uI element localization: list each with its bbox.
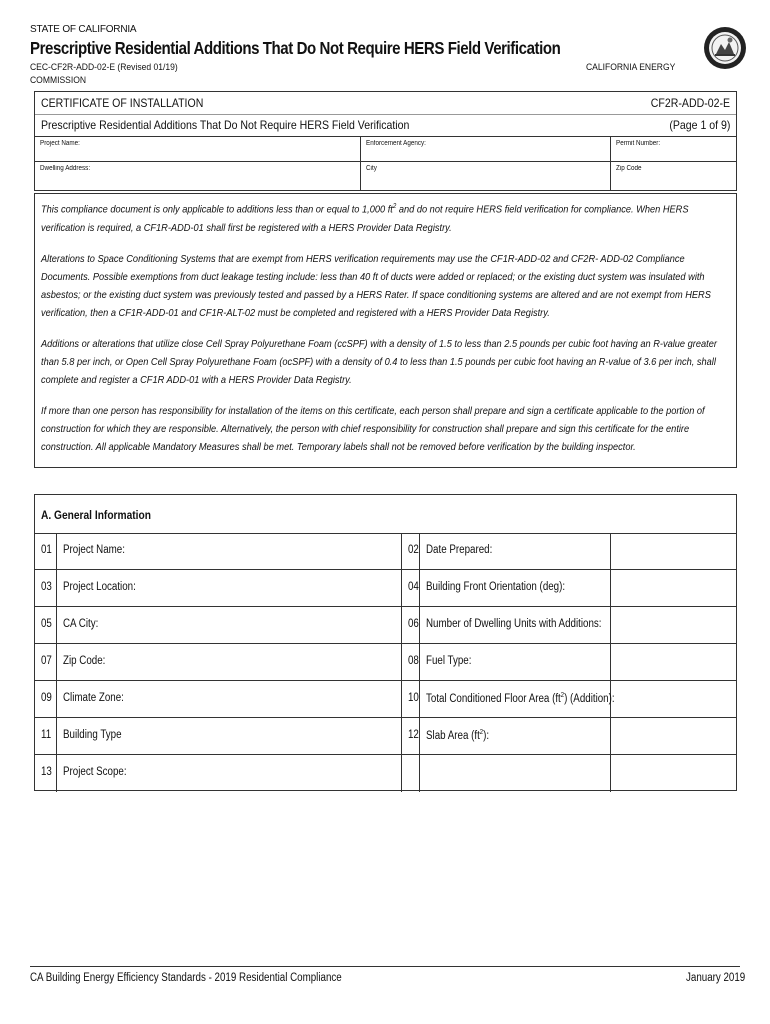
item-label (57, 644, 402, 680)
item-number (35, 644, 57, 680)
item-label-text: Project Name: (63, 544, 125, 556)
page-number: (Page 1 of 9) (668, 118, 730, 132)
item-number (402, 718, 420, 754)
city-label: City (366, 165, 377, 172)
item-label-text: Number of Dwelling Units with Additions: (426, 618, 602, 630)
item-label (57, 533, 402, 569)
item-label (420, 607, 611, 643)
instructions-box (34, 193, 737, 468)
item-number (35, 570, 57, 606)
instruction-paragraph: This compliance document is only applicable to additions less than or equal to 1,000 $ft^2$ and do not require HERS field verification for compliance. When HERS verification is required, a CF1R-ADD-01 shall first be registered with a HERS Provider Data Registry. (41, 203, 689, 234)
dwelling-address-label: Dwelling Address: (40, 165, 91, 172)
item-number-text: 03 (41, 581, 52, 593)
item-number-text: 08 (408, 655, 419, 667)
item-label-text: CA City: (63, 618, 99, 630)
certificate-box (34, 91, 737, 191)
item-number (35, 681, 57, 717)
item-label (57, 755, 402, 792)
page-title: Prescriptive Residential Additions That Do Not Require HERS Field Verification (30, 38, 561, 58)
section-heading: A. General Information (41, 508, 151, 522)
general-info-row (35, 718, 736, 755)
item-label (57, 681, 402, 717)
permit-number-field[interactable] (611, 136, 736, 161)
item-label (57, 718, 402, 754)
item-number-text: 04 (408, 581, 419, 593)
certificate-subtitle: Prescriptive Residential Additions That Do Not Require HERS Field Verification (41, 118, 410, 132)
item-value-field[interactable] (611, 755, 736, 792)
item-number (35, 755, 57, 792)
item-number (402, 644, 420, 680)
dwelling-address-field[interactable] (35, 161, 361, 190)
certificate-code: CF2R-ADD-02-E (650, 96, 730, 110)
footer-divider (30, 966, 740, 967)
city-field[interactable] (361, 161, 611, 190)
item-number-text: 06 (408, 618, 419, 630)
california-seal-icon (703, 26, 747, 70)
certificate-title-row (35, 92, 736, 115)
project-name-field[interactable] (35, 136, 361, 161)
footer-date: January 2019 (686, 972, 746, 984)
item-label-text: Total Conditioned Floor Area $(ft^2)$ (Addition): (426, 692, 615, 705)
item-number-text: 01 (41, 544, 52, 556)
item-value-field[interactable] (611, 718, 736, 754)
item-number-text: 09 (41, 692, 52, 704)
item-number-text: 12 (408, 729, 419, 741)
item-value-field[interactable] (611, 570, 736, 606)
commission-label: COMMISSION (30, 75, 87, 86)
item-label (57, 607, 402, 643)
general-info-row (35, 644, 736, 681)
item-number (402, 607, 420, 643)
item-label (57, 570, 402, 606)
item-number-text: 10 (408, 692, 419, 704)
item-label-text: Project Location: (63, 581, 136, 593)
item-number (402, 533, 420, 569)
footer-standard: CA Building Energy Efficiency Standards - 2019 Residential Compliance (30, 972, 342, 984)
instruction-paragraph: Alterations to Space Conditioning Systems that are exempt from HERS verification requirements may use the CF1R-ADD-02 and CF2R- ADD-02 Compliance Documents. Possible exemptions from duct leakage testing include: less than 40 ft of ducts were added or replaced; or the existing duct system was insulated with asbestos; or the existing duct system was previously tested and passed by a HERS Rater. If space conditioning systems are altered and are not exempt from HERS verification, then a CF1R-ADD-01 and CF1R-ALT-02 must be completed and registered with a HERS Provider Data Registry. (41, 252, 711, 319)
state-label: STATE OF CALIFORNIA (30, 24, 137, 35)
form-code: CEC-CF2R-ADD-02-E (Revised 01/19) (30, 62, 178, 73)
item-number-text: 07 (41, 655, 52, 667)
zip-code-label: Zip Code (616, 165, 642, 172)
item-label-text: Date Prepared: (426, 544, 493, 556)
general-info-row (35, 533, 736, 570)
item-value-field[interactable] (611, 681, 736, 717)
project-name-label: Project Name: (40, 140, 80, 147)
general-info-row (35, 570, 736, 607)
item-label-text: Fuel Type: (426, 655, 472, 667)
item-label (420, 718, 611, 754)
section-heading-row (35, 495, 736, 534)
instruction-paragraph: Additions or alterations that utilize close Cell Spray Polyurethane Foam (ccSPF) with a density of 1.5 to less than 2.5 pounds per cubic foot having an R-value greater than 5.8 per inch, or Open Cell Spray Polyurethane Foam (ocSPF) with a density of 0.4 to less than 1.5 pounds per cubic foot having an R-value of 3.6 per inch, shall complete and register a CF1R ADD-01 with a HERS Provider Data Registry. (41, 337, 717, 386)
item-label (420, 570, 611, 606)
item-value-field[interactable] (611, 644, 736, 680)
item-label-text: Slab Area $(ft^2)$: (426, 729, 490, 742)
item-label-text: Zip Code: (63, 655, 106, 667)
item-number-text: 02 (408, 544, 419, 556)
item-number (402, 570, 420, 606)
item-value-field[interactable] (611, 607, 736, 643)
item-number (35, 718, 57, 754)
item-value-field[interactable] (611, 533, 736, 569)
general-info-row (35, 755, 736, 792)
item-label (420, 644, 611, 680)
enforcement-agency-label: Enforcement Agency: (366, 140, 426, 147)
general-info-row (35, 607, 736, 644)
item-number-text: 11 (41, 729, 52, 741)
permit-number-label: Permit Number: (616, 140, 661, 147)
item-label-text: Climate Zone: (63, 692, 124, 704)
item-number-text: 13 (41, 766, 52, 778)
item-label (420, 681, 615, 717)
zip-code-field[interactable] (611, 161, 736, 190)
project-info-row (35, 136, 736, 162)
item-number-text: 05 (41, 618, 52, 630)
item-label-text: Building Type (63, 729, 122, 741)
item-label-text: Project Scope: (63, 766, 127, 778)
address-row (35, 161, 736, 190)
general-info-row (35, 681, 736, 718)
item-label-text: Building Front Orientation (deg): (426, 581, 566, 593)
certificate-label: CERTIFICATE OF INSTALLATION (41, 96, 204, 110)
energy-label: CALIFORNIA ENERGY (586, 62, 676, 73)
item-label (420, 533, 611, 569)
item-label (420, 755, 611, 792)
item-number (35, 607, 57, 643)
item-number (402, 755, 420, 792)
item-number (35, 533, 57, 569)
general-information-table (34, 494, 737, 791)
enforcement-agency-field[interactable] (361, 136, 611, 161)
instruction-paragraph: If more than one person has responsibility for installation of the items on this certificate, each person shall prepare and sign a certificate applicable to the portion of construction for which they are responsible. Alternatively, the person with chief responsibility for construction shall prepare and sign this certificate for the entire construction. All applicable Mandatory Measures shall be met. Temporary labels shall not be removed before verification by the building inspector. (41, 404, 705, 453)
certificate-subtitle-row (35, 114, 736, 137)
item-number (402, 681, 420, 717)
